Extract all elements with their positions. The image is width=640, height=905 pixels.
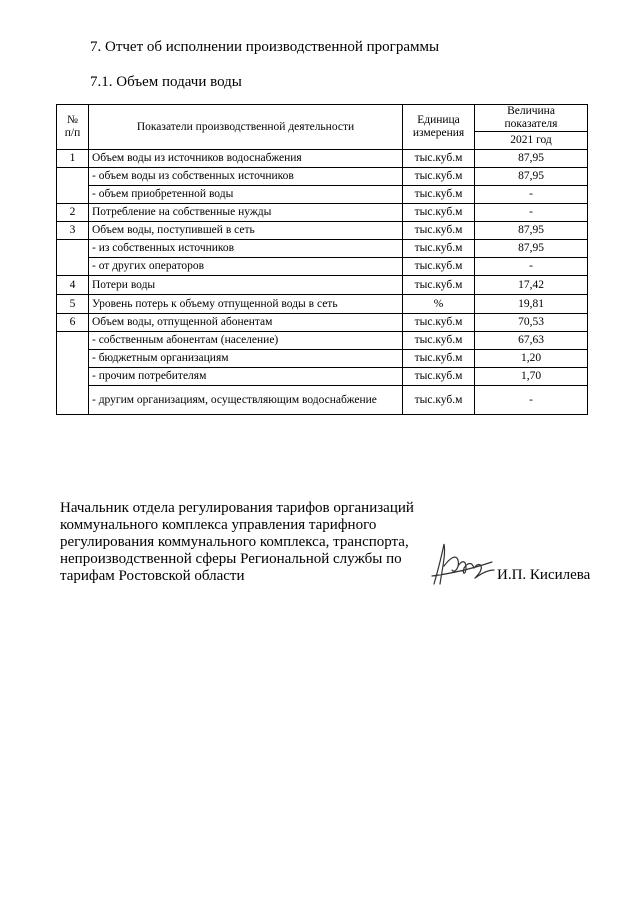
table-row <box>57 386 588 415</box>
row-value: - <box>475 258 588 276</box>
table-row <box>57 295 588 314</box>
table-row <box>57 332 588 350</box>
row-value: 87,95 <box>475 222 588 240</box>
row-value: 87,95 <box>475 240 588 258</box>
row-num: 5 <box>57 295 89 314</box>
row-unit: тыс.куб.м <box>403 314 475 332</box>
header-year: 2021 год <box>475 132 588 150</box>
row-indicator: - собственным абонентам (население) <box>89 332 403 350</box>
header-unit: Единица измерения <box>403 105 475 150</box>
table-row <box>57 258 588 276</box>
row-indicator: - бюджетным организациям <box>89 350 403 368</box>
row-unit: тыс.куб.м <box>403 276 475 295</box>
table-row <box>57 350 588 368</box>
signatory-position: Начальник отдела регулирования тарифов организаций коммунального комплекса управления тарифного регулирования коммунального комплекса, транспорта, непроизводственной сферы Региональной службы по тарифам Ростовской области <box>60 500 414 584</box>
header-num: № п/п <box>57 105 89 150</box>
table-row <box>57 314 588 332</box>
row-num: 3 <box>57 222 89 240</box>
row-unit: тыс.куб.м <box>403 168 475 186</box>
row-indicator: Объем воды, отпущенной абонентам <box>89 314 403 332</box>
table-row <box>57 150 588 168</box>
row-indicator: - объем приобретенной воды <box>89 186 403 204</box>
water-supply-table <box>56 104 588 415</box>
row-indicator: Потери воды <box>89 276 403 295</box>
row-num: 6 <box>57 314 89 332</box>
table-row <box>57 186 588 204</box>
row-value: - <box>475 204 588 222</box>
table-row <box>57 240 588 258</box>
row-num <box>57 240 89 276</box>
row-indicator: Объем воды из источников водоснабжения <box>89 150 403 168</box>
section-heading: 7. Отчет об исполнении производственной программы <box>90 39 440 55</box>
row-value: 87,95 <box>475 168 588 186</box>
row-indicator: - из собственных источников <box>89 240 403 258</box>
row-indicator: Потребление на собственные нужды <box>89 204 403 222</box>
row-unit: % <box>403 295 475 314</box>
row-value: 1,20 <box>475 350 588 368</box>
row-value: 1,70 <box>475 368 588 386</box>
row-value: 67,63 <box>475 332 588 350</box>
row-unit: тыс.куб.м <box>403 386 475 415</box>
row-unit: тыс.куб.м <box>403 204 475 222</box>
table-row <box>57 368 588 386</box>
subsection-heading: 7.1. Объем подачи воды <box>90 74 242 90</box>
row-value: 19,81 <box>475 295 588 314</box>
handwritten-signature <box>428 540 498 588</box>
row-indicator: - прочим потребителям <box>89 368 403 386</box>
row-num <box>57 332 89 415</box>
signer-name: И.П. Кисилева <box>497 567 591 583</box>
row-indicator: - другим организациям, осуществляющим водоснабжение <box>89 386 403 415</box>
row-value: 70,53 <box>475 314 588 332</box>
row-indicator: Объем воды, поступившей в сеть <box>89 222 403 240</box>
row-num <box>57 168 89 204</box>
row-num: 2 <box>57 204 89 222</box>
header-value: Величина показателя <box>475 105 588 132</box>
row-indicator: - объем воды из собственных источников <box>89 168 403 186</box>
row-unit: тыс.куб.м <box>403 350 475 368</box>
table-row <box>57 204 588 222</box>
row-value: 17,42 <box>475 276 588 295</box>
row-unit: тыс.куб.м <box>403 258 475 276</box>
table-row <box>57 222 588 240</box>
row-unit: тыс.куб.м <box>403 150 475 168</box>
row-indicator: - от других операторов <box>89 258 403 276</box>
row-num: 4 <box>57 276 89 295</box>
table-row <box>57 276 588 295</box>
row-value: - <box>475 386 588 415</box>
row-num: 1 <box>57 150 89 168</box>
row-value: - <box>475 186 588 204</box>
row-indicator: Уровень потерь к объему отпущенной воды в сеть <box>89 295 403 314</box>
row-value: 87,95 <box>475 150 588 168</box>
row-unit: тыс.куб.м <box>403 222 475 240</box>
header-indicator: Показатели производственной деятельности <box>89 105 403 150</box>
row-unit: тыс.куб.м <box>403 186 475 204</box>
table-row <box>57 168 588 186</box>
row-unit: тыс.куб.м <box>403 332 475 350</box>
row-unit: тыс.куб.м <box>403 368 475 386</box>
row-unit: тыс.куб.м <box>403 240 475 258</box>
